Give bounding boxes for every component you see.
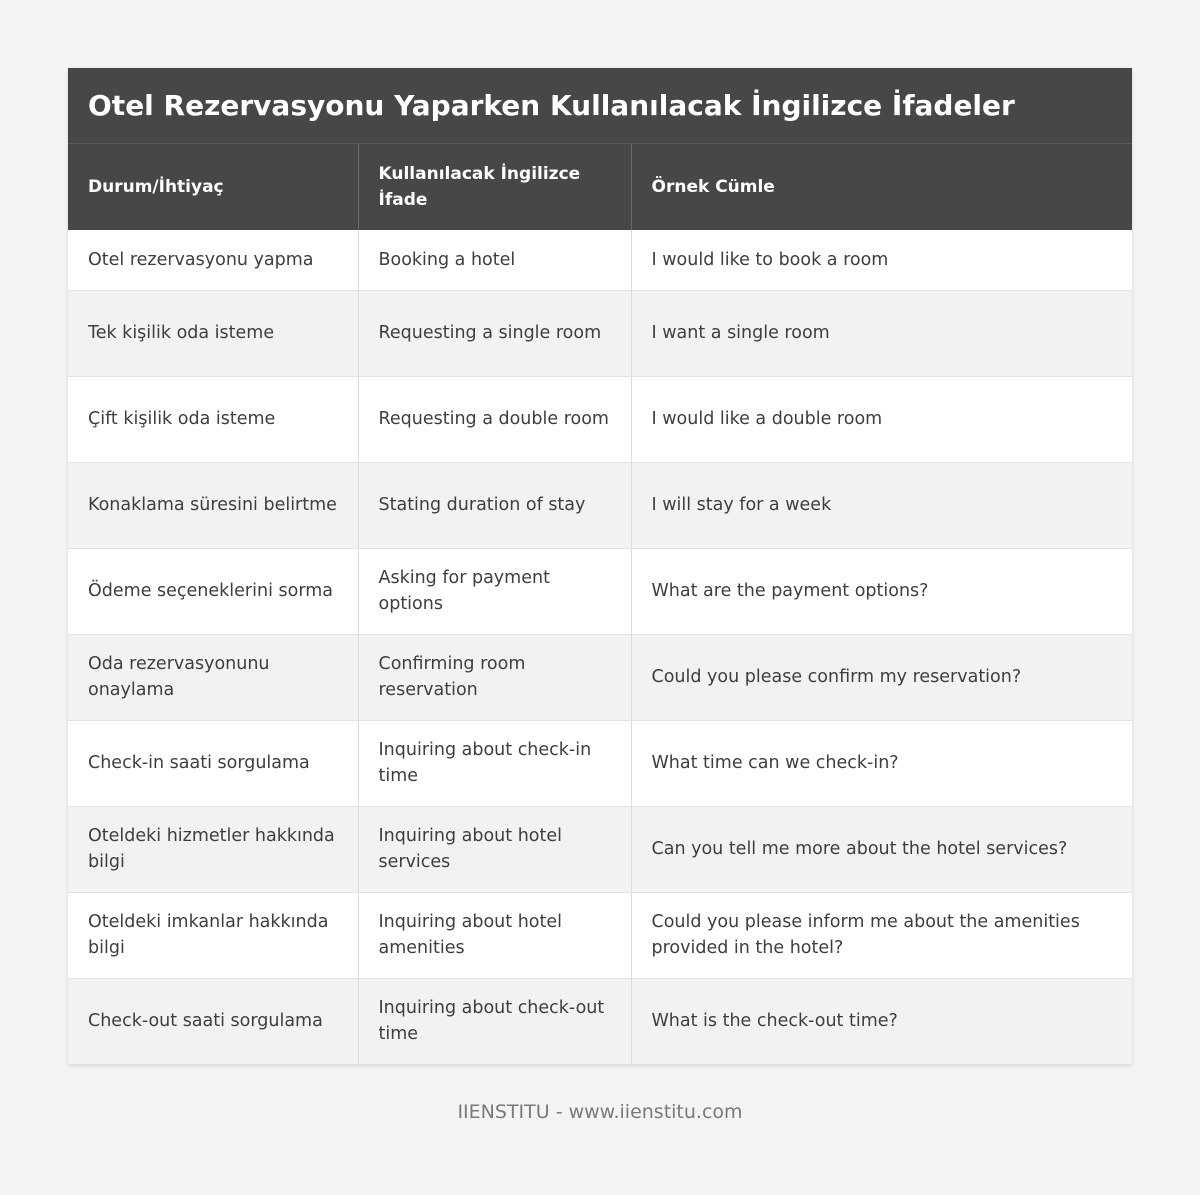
phrases-table-card (68, 68, 1132, 1065)
situation-cell: Oda rezervasyonunu onaylama (68, 634, 358, 720)
english-phrase-cell: Requesting a single room (358, 290, 631, 376)
table-row (68, 978, 1132, 1064)
column-header-situation: Durum/İhtiyaç (68, 144, 358, 230)
example-sentence-cell: Could you please inform me about the amenities provided in the hotel? (631, 892, 1132, 978)
table-body (68, 230, 1132, 1064)
english-phrase-cell: Inquiring about hotel amenities (358, 892, 631, 978)
situation-cell: Çift kişilik oda isteme (68, 376, 358, 462)
column-header-english-phrase: Kullanılacak İngilizce İfade (358, 144, 631, 230)
example-sentence-cell: What is the check-out time? (631, 978, 1132, 1064)
table-row (68, 806, 1132, 892)
situation-cell: Oteldeki imkanlar hakkında bilgi (68, 892, 358, 978)
table-title: Otel Rezervasyonu Yaparken Kullanılacak İngilizce İfadeler (88, 89, 1015, 122)
english-phrase-cell: Asking for payment options (358, 548, 631, 634)
table-row (68, 634, 1132, 720)
example-sentence-cell: Could you please confirm my reservation? (631, 634, 1132, 720)
situation-cell: Check-out saati sorgulama (68, 978, 358, 1064)
header-row (68, 144, 1132, 230)
table-row (68, 290, 1132, 376)
example-sentence-cell: Can you tell me more about the hotel services? (631, 806, 1132, 892)
situation-cell: Otel rezervasyonu yapma (68, 230, 358, 290)
english-phrase-cell: Inquiring about hotel services (358, 806, 631, 892)
situation-cell: Konaklama süresini belirtme (68, 462, 358, 548)
table-row (68, 892, 1132, 978)
english-phrase-cell: Inquiring about check-in time (358, 720, 631, 806)
example-sentence-cell: I would like a double room (631, 376, 1132, 462)
table-row (68, 462, 1132, 548)
table-title-bar (68, 68, 1132, 144)
table-row (68, 720, 1132, 806)
example-sentence-cell: I would like to book a room (631, 230, 1132, 290)
example-sentence-cell: I want a single room (631, 290, 1132, 376)
table-row (68, 230, 1132, 290)
english-phrase-cell: Confirming room reservation (358, 634, 631, 720)
situation-cell: Oteldeki hizmetler hakkında bilgi (68, 806, 358, 892)
situation-cell: Ödeme seçeneklerini sorma (68, 548, 358, 634)
english-phrase-cell: Requesting a double room (358, 376, 631, 462)
example-sentence-cell: I will stay for a week (631, 462, 1132, 548)
column-header-example-sentence: Örnek Cümle (631, 144, 1132, 230)
english-phrase-cell: Stating duration of stay (358, 462, 631, 548)
example-sentence-cell: What are the payment options? (631, 548, 1132, 634)
table-row (68, 376, 1132, 462)
table-header (68, 144, 1132, 230)
table-row (68, 548, 1132, 634)
situation-cell: Check-in saati sorgulama (68, 720, 358, 806)
example-sentence-cell: What time can we check-in? (631, 720, 1132, 806)
footer-credit: IIENSTITU - www.iienstitu.com (457, 1101, 743, 1123)
english-phrase-cell: Inquiring about check-out time (358, 978, 631, 1064)
situation-cell: Tek kişilik oda isteme (68, 290, 358, 376)
phrases-table (68, 144, 1132, 1065)
english-phrase-cell: Booking a hotel (358, 230, 631, 290)
